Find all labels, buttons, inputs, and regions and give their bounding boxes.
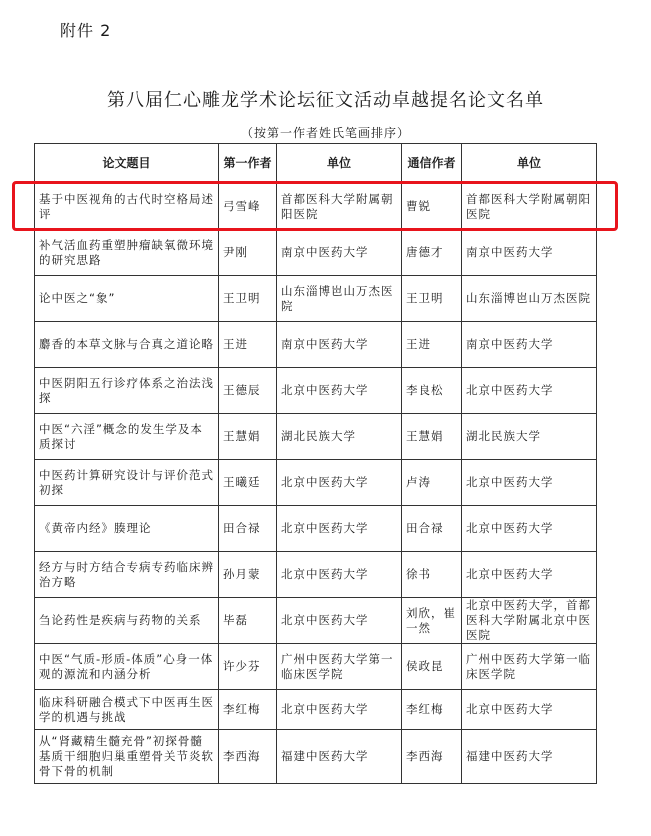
contact-unit-cell: 北京中医药大学	[462, 552, 597, 598]
paper-title-cell: 中医“气质-形质-体质”心身一体观的源流和内涵分析	[35, 644, 219, 690]
contact-unit-cell: 南京中医药大学	[462, 322, 597, 368]
contact-author-cell: 王卫明	[402, 276, 462, 322]
column-header-first-author: 第一作者	[219, 144, 277, 184]
table-row	[35, 414, 597, 460]
table-row	[35, 460, 597, 506]
paper-title-cell: 中医药计算研究设计与评价范式初探	[35, 460, 219, 506]
column-header-contact-unit: 单位	[462, 144, 597, 184]
table-row	[35, 730, 597, 784]
paper-title-cell: 论中医之“象”	[35, 276, 219, 322]
contact-author-cell: 侯政昆	[402, 644, 462, 690]
table-row	[35, 598, 597, 644]
paper-title-cell: 刍论药性是疾病与药物的关系	[35, 598, 219, 644]
paper-title-cell: 中医“六淫”概念的发生学及本质探讨	[35, 414, 219, 460]
contact-unit-cell: 北京中医药大学	[462, 460, 597, 506]
table-row	[35, 368, 597, 414]
first-author-cell: 王慧娟	[219, 414, 277, 460]
unit-cell: 北京中医药大学	[277, 598, 402, 644]
contact-author-cell: 王进	[402, 322, 462, 368]
paper-title-cell: 中医阴阳五行诊疗体系之治法浅探	[35, 368, 219, 414]
table-row	[35, 644, 597, 690]
first-author-cell: 许少芬	[219, 644, 277, 690]
table-row	[35, 276, 597, 322]
nomination-table	[34, 143, 597, 784]
paper-title-cell: 《黄帝内经》腠理论	[35, 506, 219, 552]
contact-unit-cell: 北京中医药大学，首都医科大学附属北京中医医院	[462, 598, 597, 644]
contact-unit-cell: 湖北民族大学	[462, 414, 597, 460]
contact-unit-cell: 福建中医药大学	[462, 730, 597, 784]
contact-unit-cell: 北京中医药大学	[462, 690, 597, 730]
unit-cell: 北京中医药大学	[277, 552, 402, 598]
table-row	[35, 506, 597, 552]
column-header-title: 论文题目	[35, 144, 219, 184]
contact-author-cell: 李西海	[402, 730, 462, 784]
first-author-cell: 王德辰	[219, 368, 277, 414]
first-author-cell: 弓雪峰	[219, 184, 277, 230]
contact-author-cell: 徐书	[402, 552, 462, 598]
contact-author-cell: 李红梅	[402, 690, 462, 730]
paper-title-cell: 经方与时方结合专病专药临床辨治方略	[35, 552, 219, 598]
paper-title-cell: 从“肾藏精生髓充骨”初探骨髓基质干细胞归巢重塑骨关节炎软骨下骨的机制	[35, 730, 219, 784]
table-header-row	[35, 144, 597, 184]
unit-cell: 北京中医药大学	[277, 460, 402, 506]
table-body	[35, 184, 597, 784]
first-author-cell: 李西海	[219, 730, 277, 784]
paper-title-cell: 麝香的本草文脉与合真之道论略	[35, 322, 219, 368]
contact-author-cell: 李良松	[402, 368, 462, 414]
unit-cell: 南京中医药大学	[277, 230, 402, 276]
document-title: 第八届仁心雕龙学术论坛征文活动卓越提名论文名单	[107, 90, 544, 111]
unit-cell: 北京中医药大学	[277, 368, 402, 414]
unit-cell: 首都医科大学附属朝阳医院	[277, 184, 402, 230]
first-author-cell: 尹刚	[219, 230, 277, 276]
column-header-contact-author: 通信作者	[402, 144, 462, 184]
contact-author-cell: 王慧娟	[402, 414, 462, 460]
contact-unit-cell: 北京中医药大学	[462, 368, 597, 414]
contact-author-cell: 卢涛	[402, 460, 462, 506]
table-row	[35, 230, 597, 276]
first-author-cell: 王曦廷	[219, 460, 277, 506]
contact-unit-cell: 首都医科大学附属朝阳医院	[462, 184, 597, 230]
contact-unit-cell: 南京中医药大学	[462, 230, 597, 276]
contact-unit-cell: 山东淄博岜山万杰医院	[462, 276, 597, 322]
unit-cell: 湖北民族大学	[277, 414, 402, 460]
paper-title-cell: 临床科研融合模式下中医再生医学的机遇与挑战	[35, 690, 219, 730]
unit-cell: 北京中医药大学	[277, 506, 402, 552]
contact-author-cell: 唐德才	[402, 230, 462, 276]
first-author-cell: 王卫明	[219, 276, 277, 322]
unit-cell: 山东淄博岜山万杰医院	[277, 276, 402, 322]
first-author-cell: 李红梅	[219, 690, 277, 730]
document-subtitle: （按第一作者姓氏笔画排序）	[240, 126, 410, 140]
column-header-unit: 单位	[277, 144, 402, 184]
unit-cell: 南京中医药大学	[277, 322, 402, 368]
unit-cell: 福建中医药大学	[277, 730, 402, 784]
unit-cell: 广州中医药大学第一临床医学院	[277, 644, 402, 690]
contact-author-cell: 曹锐	[402, 184, 462, 230]
first-author-cell: 王进	[219, 322, 277, 368]
contact-author-cell: 田合禄	[402, 506, 462, 552]
table-row	[35, 184, 597, 230]
contact-unit-cell: 广州中医药大学第一临床医学院	[462, 644, 597, 690]
attachment-label: 附件 2	[60, 21, 112, 40]
first-author-cell: 毕磊	[219, 598, 277, 644]
contact-unit-cell: 北京中医药大学	[462, 506, 597, 552]
unit-cell: 北京中医药大学	[277, 690, 402, 730]
paper-title-cell: 补气活血药重塑肿瘤缺氧微环境的研究思路	[35, 230, 219, 276]
table-row	[35, 322, 597, 368]
contact-author-cell: 刘欣，崔一然	[402, 598, 462, 644]
first-author-cell: 田合禄	[219, 506, 277, 552]
table-row	[35, 690, 597, 730]
first-author-cell: 孙月蒙	[219, 552, 277, 598]
table-row	[35, 552, 597, 598]
paper-title-cell: 基于中医视角的古代时空格局述评	[35, 184, 219, 230]
